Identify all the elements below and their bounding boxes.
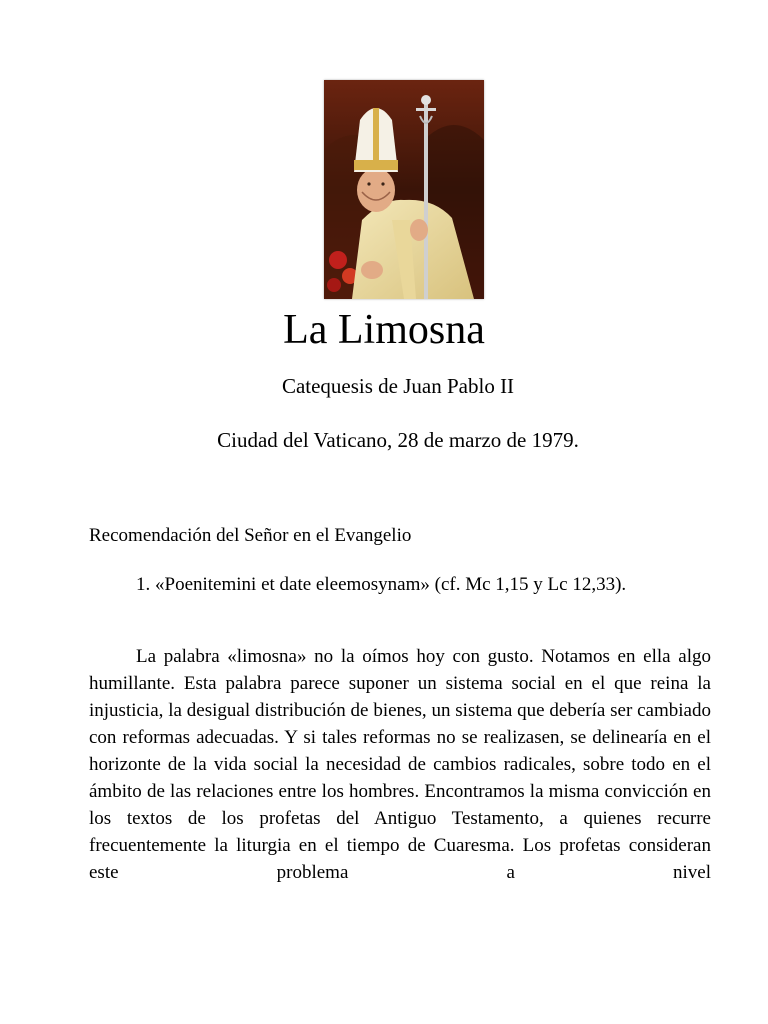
pope-portrait-photo xyxy=(324,80,484,299)
paragraph-2: La palabra «limosna» no la oímos hoy con gusto. Notamos en ella algo humillante. Esta palabra parece suponer un sistema social en el que reina la injusticia, la desigual distribución de bienes, un sistema que debería ser cambiado con reformas adecuadas. Y si tales reformas no se realizasen, se delinearía en el horizonte de la vida social la necesidad de cambios radicales, sobre todo en el ámbito de las relaciones entre los hombres. Encontramos la misma convicción en los textos de los profetas del Antiguo Testamento, a quienes recurre frecuentemente la liturgia en el tiempo de Cuaresma. Los profetas consideran este problema a nivel xyxy=(89,646,711,883)
document-subtitle: Catequesis de Juan Pablo II xyxy=(281,374,515,398)
portrait-illustration xyxy=(324,80,484,299)
section-heading: Recomendación del Señor en el Evangelio xyxy=(89,525,412,546)
document-dateline: Ciudad del Vaticano, 28 de marzo de 1979. xyxy=(217,428,579,452)
paragraph-1: 1. «Poenitemini et date eleemosynam» (cf. Mc 1,15 y Lc 12,33). xyxy=(136,574,627,595)
document-title: La Limosna xyxy=(283,307,485,353)
